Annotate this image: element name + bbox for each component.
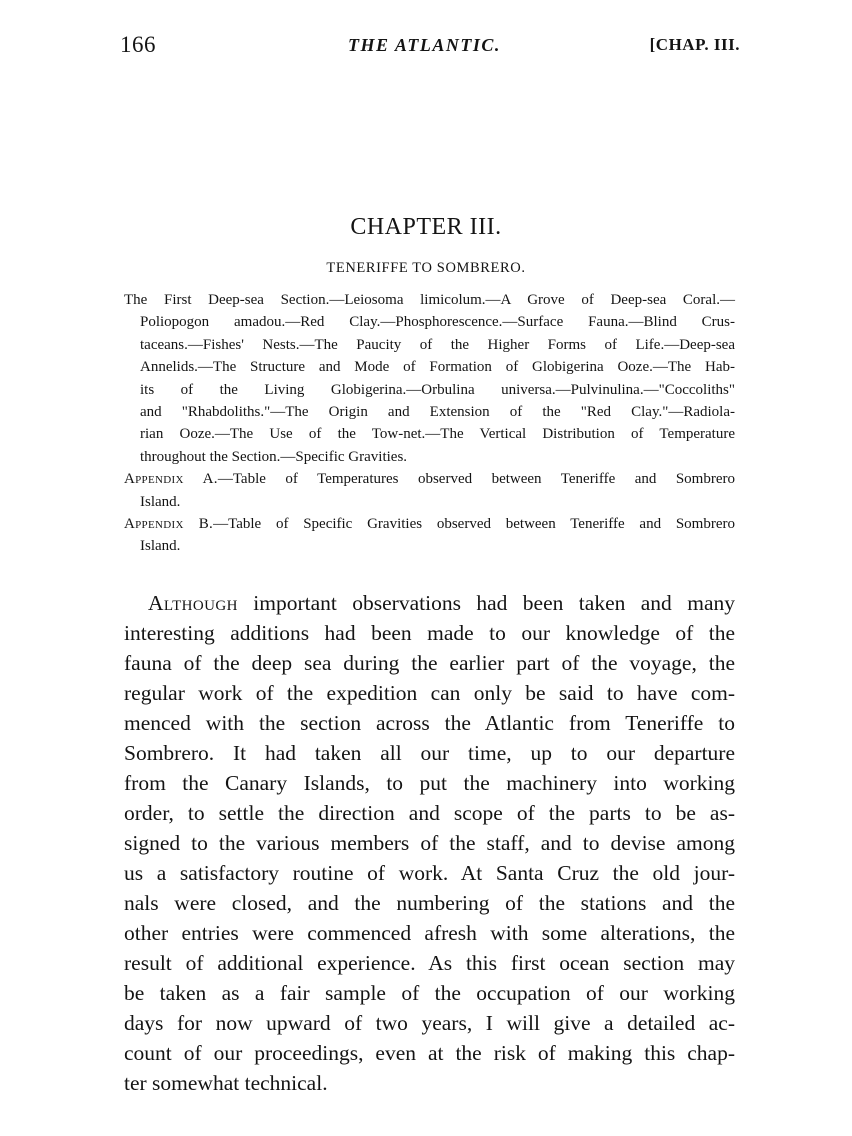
appendix-b-line bbox=[124, 513, 735, 535]
paragraph-line: Sombrero. It had taken all our time, up to our departure bbox=[124, 741, 735, 765]
paragraph-line: result of additional experience. As this first ocean section may bbox=[124, 951, 735, 975]
contents-line: rian Ooze.—The Use of the Tow-net.—The Vertical Distribution of Temperature bbox=[140, 426, 735, 443]
contents-summary bbox=[124, 289, 735, 468]
appendix-b-label: Appendix B. bbox=[124, 516, 214, 533]
appendix-a bbox=[124, 468, 735, 513]
paragraph-line: us a satisfactory routine of work. At Santa Cruz the old jour- bbox=[124, 861, 735, 885]
running-head bbox=[120, 32, 740, 62]
appendix-a-line bbox=[124, 468, 735, 490]
paragraph-line: order, to settle the direction and scope of the parts to be as- bbox=[124, 801, 735, 825]
paragraph-line: nals were closed, and the numbering of the stations and the bbox=[124, 891, 735, 915]
contents-line: Annelids.—The Structure and Mode of Formation of Globigerina Ooze.—The Hab- bbox=[140, 359, 735, 376]
contents-line: its of the Living Globigerina.—Orbulina universa.—Pulvinulina.—"Coccoliths" bbox=[140, 381, 735, 398]
paragraph-line bbox=[124, 588, 735, 618]
body-paragraph bbox=[124, 588, 735, 1098]
running-chapter: [CHAP. III. bbox=[649, 35, 740, 54]
contents-line: and "Rhabdoliths."—The Origin and Extension of the "Red Clay."—Radiola- bbox=[140, 404, 735, 421]
paragraph-line: from the Canary Islands, to put the machinery into working bbox=[124, 771, 735, 795]
first-line-text: important observations had been taken and many bbox=[237, 591, 735, 615]
paragraph-line: be taken as a fair sample of the occupation of our working bbox=[124, 981, 735, 1005]
paragraph-line: fauna of the deep sea during the earlier part of the voyage, the bbox=[124, 651, 735, 675]
paragraph-line: ter somewhat technical. bbox=[124, 1071, 328, 1095]
drop-word: Although bbox=[148, 591, 238, 615]
paragraph-line: menced with the section across the Atlantic from Teneriffe to bbox=[124, 711, 735, 735]
paragraph-line: regular work of the expedition can only be said to have com- bbox=[124, 681, 735, 705]
contents-line: Poliopogon amadou.—Red Clay.—Phosphorescence.—Surface Fauna.—Blind Crus- bbox=[140, 314, 735, 331]
paragraph-line: days for now upward of two years, I will give a detailed ac- bbox=[124, 1011, 735, 1035]
paragraph-line: other entries were commenced afresh with some alterations, the bbox=[124, 921, 735, 945]
contents-line: The First Deep-sea Section.—Leiosoma limicolum.—A Grove of Deep-sea Coral.— bbox=[124, 292, 735, 308]
appendix-b-text: —Table of Specific Gravities observed between Teneriffe and Sombrero bbox=[213, 516, 735, 533]
appendix-a-label: Appendix A. bbox=[124, 471, 218, 488]
chapter-subtitle: TENERIFFE TO SOMBRERO. bbox=[326, 260, 526, 276]
paragraph-line: interesting additions had been made to our knowledge of the bbox=[124, 621, 735, 645]
chapter-contents bbox=[124, 289, 735, 558]
contents-line: taceans.—Fishes' Nests.—The Paucity of the Higher Forms of Life.—Deep-sea bbox=[140, 336, 735, 353]
page-number: 166 bbox=[120, 32, 156, 57]
paragraph-line: signed to the various members of the staff, and to devise among bbox=[124, 831, 735, 855]
contents-line: throughout the Section.—Specific Gravities. bbox=[140, 448, 408, 465]
running-title: THE ATLANTIC. bbox=[348, 35, 501, 55]
appendix-a-line: Island. bbox=[140, 493, 181, 510]
paragraph-line: count of our proceedings, even at the risk of making this chap- bbox=[124, 1041, 735, 1065]
appendix-b bbox=[124, 513, 735, 558]
appendix-b-line: Island. bbox=[140, 538, 181, 555]
chapter-heading: CHAPTER III. bbox=[350, 214, 502, 240]
appendix-a-text: —Table of Temperatures observed between Teneriffe and Sombrero bbox=[217, 471, 735, 488]
